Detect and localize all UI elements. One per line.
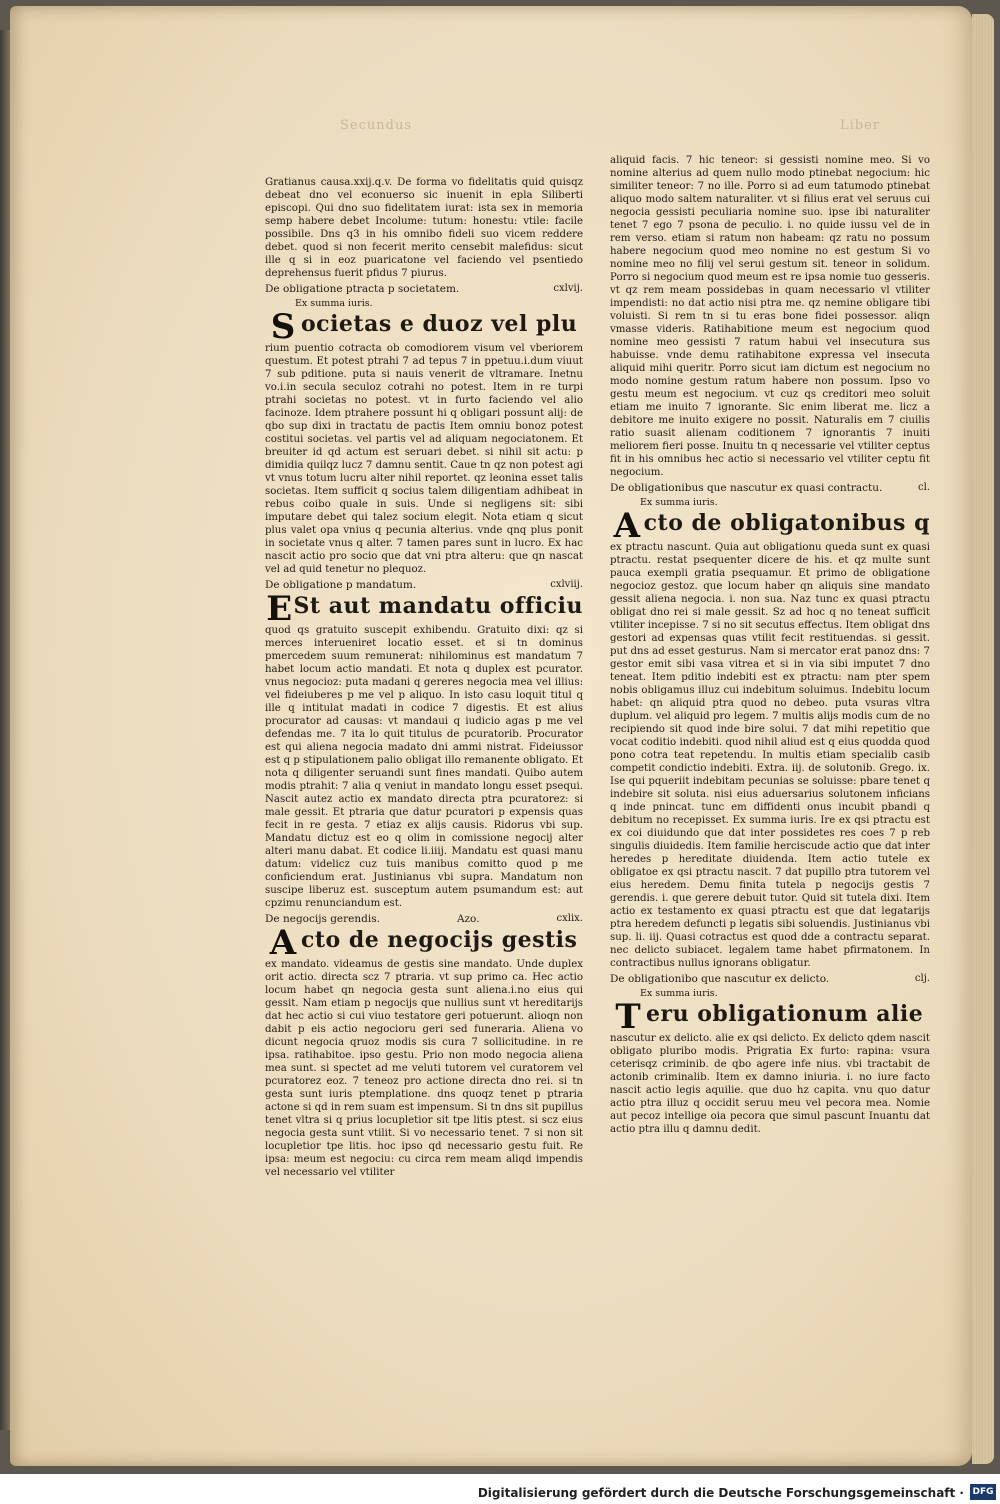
left-column bbox=[265, 176, 583, 1179]
running-head-left: Secundus bbox=[340, 118, 412, 133]
section-heading bbox=[265, 578, 583, 592]
section-number: cxlvij. bbox=[553, 283, 583, 294]
book-page bbox=[10, 6, 972, 1466]
section-heading-text: De obligatione p mandatum. bbox=[265, 579, 417, 591]
section-author: Azo. bbox=[456, 913, 480, 925]
section-title: eru obligationum alie bbox=[646, 1001, 924, 1027]
section-number: cl. bbox=[918, 482, 930, 493]
section-body: quod qs gratuito suscepit exhibendu. Gratuito dixi: qz si merces interueniret locatio esset. et si tn dominus pmercedem suum remunerat: nihilominus est mandatum 7 habet locum actio mandati. Et nota q duplex est pcurator. vnus negocioz: puta madani q gereres negocia mea vel illius: vel fideiuberes p me vel p aliquo. In isto casu loquit titul q ille q intitulat madati in codice 7 digestis. Et est alius procurator ad causas: vt mandaui q iudicio agas p me vel defendas me. 7 ita lo quit titulus de pcuratorib. Procurator est qui aliena negocia madato dni ammi nistrat. Fideiussor est q p stipulationem palio obligat illo remanente obligato. Et nota q diligenter seruandi sunt fines mandati. Quibo autem modis ptrahit: 7 alia q veniut in mandato longu esset psequi. Nascit autez actio ex mandato directa ptra pcuratorez: si male gessit. Et ptraria que datur pcuratori p expensis quas fecit in re gesta. 7 etiaz ex alijs causis. Ridorus vbi sup. Mandatu dictuz est eo q olim in comissione negocij alter alteri manu dabat. Et codice li.iiij. Mandatu est quasi manu datum: videlicz cuz tuis manibus comitto quod p me conficiendum erat. Justinianus vbi supra. Mandatum non suscipe liberuz est. susceptum autem psumandum est: aut cpzimu renunciandum est. bbox=[265, 625, 583, 909]
dfg-logo-icon[interactable]: DFG bbox=[970, 1484, 996, 1500]
drop-initial: A bbox=[613, 506, 641, 546]
section-heading bbox=[265, 282, 583, 296]
funding-credit: Digitalisierung gefördert durch die Deutsche Forschungsgemeinschaft · bbox=[477, 1486, 964, 1500]
drop-initial: E bbox=[266, 589, 293, 629]
section-title-block bbox=[610, 997, 930, 1037]
section-heading bbox=[265, 912, 583, 926]
drop-initial: A bbox=[269, 923, 297, 963]
section-heading bbox=[610, 481, 930, 495]
section-number: clj. bbox=[914, 973, 930, 984]
section-body: ex mandato. videamus de gestis sine mandato. Unde duplex orit actio. directa scz 7 ptraria. vt sup primo ca. Hec actio locum habet qn negocia gesta sunt aliena.i.no eius qui gessit. Nam etiam p negocijs que nullius sunt vt hereditarijs dat hec actio si cui viuo testatore geri potuerunt. alioqn non dabit p eis actio negocioru geri sed funeraria. Aliena vo dicunt negocia qruoz modis sis cura 7 sollicitudine. in re ipsa. ratihabitoe. ipso gestu. Prio non modo negocia aliena mea sunt. si spectet ad me veluti tutorem vel curatorem vel pcuratorez eoz. 7 teneoz pro actione directa dno rei. si tn gesta sunt iuris ptemplatione. dns quoqz tenet p ptraria actone si qd in rem suam est impensum. Si tn dns sit pupillus tenet vltra si q prius locupletior sit tpe litis ptest. si scz eius negocia gesta sunt vtilit. Si vo necessario tenet. 7 si non sit locupletior tpe litis. hoc ipso qd necessario gestu fuit. Re ipsa: meum est negociu: cu circa rem meam aliqd impendis vel necessario vel vtiliter bbox=[265, 959, 583, 1178]
section-title-block bbox=[265, 589, 583, 629]
section-title: cto de negocijs gestis bbox=[301, 927, 578, 953]
section-title-block bbox=[265, 307, 583, 347]
left-intro: Gratianus causa.xxij.q.v. De forma vo fidelitatis quid quisqz debeat dno vel econuerso sic inuenit in epla Siliberti episcopi. Qui dno suo fidelitatem iurat: ista sex in memoria semp habere debet Incolume: tutum: honestu: vtile: facile possibile. Dns q3 in his omnibo fideli suo vicem reddere debet. quod si non fecerit merito censebit malefidus: sicut ille q si in eoz puaricatone vel faciendo vel psentiedo deprehensus fuerit pfidus 7 piurus. bbox=[265, 177, 583, 279]
section-title: ocietas e duoz vel plu bbox=[301, 311, 578, 337]
section-number: cxlviij. bbox=[550, 579, 583, 590]
right-column bbox=[610, 154, 930, 1136]
right-intro: aliquid facis. 7 hic teneor: si gessisti nomine meo. Si vo nomine alterius ad quem nullo modo ptinebat negocium: hic similiter teneor: 7 no ille. Porro si ad eum tatumodo ptinebat aliquo modo saltem naturaliter. vt si filius erat vel seruus cui negocia gessisti peculiaria nomine suo. ipse ibi naturaliter tenet 7 ego 7 psona de peculio. i. no quide iussu vel de in rem verso. etiam si ratum non habeam: qz ratu no possum habere negocium quod meo nomine no est gestum Si vo nomine meo no filij vel serui gestum sit. teneor in solidum. Porro si negocium quod meum est re ipsa nomie tuo gesseris. vt qz rem meam possidebas in quam necessario vl vtiliter impendisti: no dat actio nisi ptra me. qz nemine obligare tibi voluisti. Si rem tn si tu eras bone fidei possessor. aliqn vmasse videris. Ratihabitione meum est negocium quod nomine meo gessisti 7 ratum habui vel insecutura sus habuisse. vnde demu ratihabitone expressa vel insecuta aliquid mihi queritr. Porro sicut iam dictum est negocium no modo nomine gestum ratum habere non possum. Ipso vo gestu meum est negocium. vt cuz qs creditori meo soluit etiam me inuito 7 ignorante. Sic enim liberat me. licz a debitore me inuito exigere no possit. Naturalis em 7 ciuilis ratio suasit alienam coditionem 7 ignorantis 7 inuiti meliorem fieri posse. Inuitu tn q necessarie vel vtiliter ceptus fit in his omnibus hec actio si necessario vel vtiliter ceptu fit negocium. bbox=[610, 155, 930, 478]
section-body: nascutur ex delicto. alie ex qsi delicto. Ex delicto qdem nascit obligato pluribo modis. Prigratia Ex furto: rapina: vsura ceterisqz criminib. de qbo agere infe nius. vbi tractabit de actonib criminalib. Item ex damno iniuria. i. no iure facto nascit actio legis aquilie. que duo hz capita. vnu quo datur actio ptra illuz q occidit seruu meu vel pecora mea. Nomie aut pecoz intellige oia pecora que simul pascunt Inuantu dat actio ptra illu q damnu dedit. bbox=[610, 1033, 930, 1135]
drop-initial: T bbox=[615, 997, 641, 1037]
drop-initial: S bbox=[270, 307, 296, 347]
section-heading bbox=[610, 972, 930, 986]
section-body: rium puentio cotracta ob comodiorem visum vel vberiorem questum. Et potest ptrahi 7 ad tepus 7 in ppetuu.i.dum viuut 7 sub pditione. puta si nauis venerit de vltramare. Inetnu vo.i.in secula seculoz cotrahi no potest. Item in re turpi ptrahi societas no potest. vt in furto faciendo vel alio facinoze. Idem ptrahere possunt hi q obligari possunt alij: de qbo sup dixi in tractatu de pactis Item omniu bonoz potest costitui societas. vel partis vel ad aliquam negociatonem. Et breuiter id qd actum est seruari debet. si nihil sit actu: p dimidia quilqz lucz 7 damnu sentit. Caue tn qz non potest agi vt vnus totum lucru alter nihil reportet. qz leonina esset talis societas. Item sufficit q socius talem diligentiam adhibeat in rebus coibo quale in suis. Unde si negligens sit: sibi imputare debet qui talez socium elegit. Nota etiam q sicut plus valet opa vnius q pecunia alterius. vnde qnq plus ponit in societate vnus q alter. 7 tamen pares sunt in lucro. Ex hac nascit actio pro socio que dat vni ptra alteru: que qn nascat vel ad quid tenetur no plequoz. bbox=[265, 343, 583, 575]
section-title-block bbox=[265, 923, 583, 963]
page-edges bbox=[972, 14, 994, 1464]
section-title-block bbox=[610, 506, 930, 546]
section-heading-text: De negocijs gerendis. bbox=[265, 913, 380, 925]
summa-label: Ex summa iuris. bbox=[295, 298, 373, 309]
section-heading-text: De obligationibo que nascutur ex delicto. bbox=[610, 973, 830, 985]
summa-label: Ex summa iuris. bbox=[640, 497, 718, 508]
section-title: St aut mandatu officiu bbox=[293, 593, 583, 619]
section-number: cxlix. bbox=[556, 913, 583, 924]
section-title: cto de obligatonibus q bbox=[643, 510, 930, 536]
section-heading-text: De obligatione ptracta p societatem. bbox=[265, 283, 460, 295]
summa-label: Ex summa iuris. bbox=[640, 988, 718, 999]
section-body: ex ptractu nascunt. Quia aut obligationu queda sunt ex quasi ptractu. restat psequenter dicere de his. et qz multe sunt pauca exempli gratia psequamur. Et primo de obligatione negocioz gestoz. que locum haber qn aliquis sine mandato gessit aliena negocia. i. non sua. Naz tunc ex quasi ptractu obligat dno rei si male gessit. Sz ad hoc q no teneat sufficit vtiliter incepisse. 7 si no sit secutus effectus. Item obligat dns gestori ad expensas quas vtilit fecit restituendas. si gessit. put dns ad esset gesturus. Nam si mercator erat panoz dns: 7 gestor emit sibi vasa vitrea et si in via sibi imputet 7 dno teneat. Item pditio indebiti est ex ptractu: nam pter spem nobis obligamus illuz cui indebitum soluimus. Indebitu locum habet: qn aliquid ptra quod no debeo. puta vsuras vltra duplum. vel aliquid pro legem. 7 multis alijs modis cum de no recipiendo sit quod inde bire solui. 7 dat mihi repetitio que vocat coditio indebiti. quod nihil aliud est q eius quodda quod pono cotra teat repetendu. In multis etiam specialib casib competit condictio indebiti. Extra. iij. de solutonib. Grego. ix. Ise qui pqueriit indebitam pecunias se soluisse: pbare tenet q indebire sit soluta. nisi eius aduersarius solutonem inficians q inde pnincat. tunc em diffidenti onus incubit pbandi q debitum no recepisset. Ex summa iuris. Ire ex qsi ptractu est ex coi diuidundo que dat inter possidetes res coes 7 p reb singulis diuidedis. Item familie herciscude actio que dat inter heredes p hereditate diuidenda. Item actio tutele ex obligatoe ex qsi ptractu nascit. 7 dat pupillo ptra tutorem vel eius heredem. Demu finita tutela p negocijs gestis 7 gerendis. i. que gerere debuit tutor. Quid sit tutela dixi. Item actio ex testamento ex quasi ptractu est que dat legatarijs ptra heredem defuncti p legatis sibi soluendis. Justinianus vbi sup. li. iij. Quasi cotractus est quod dde a contractu separat. nec delicto subiacet. legalem tame habet pfirmatonem. In contractibus nullus ignorans obligatur. bbox=[610, 542, 930, 969]
section-heading-text: De obligationibus que nascutur ex quasi contractu. bbox=[610, 482, 883, 494]
running-head-right: Liber bbox=[840, 118, 881, 133]
